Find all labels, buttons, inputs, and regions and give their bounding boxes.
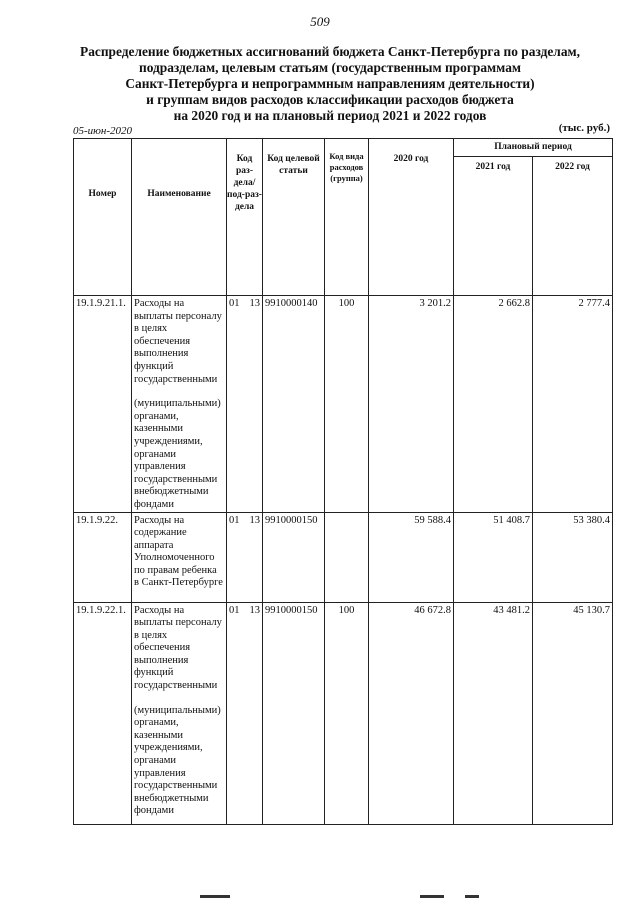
header-expense-type: Код вида расходов (группа) <box>325 139 369 296</box>
razdel-code: 01 <box>229 514 240 526</box>
footer-mark <box>200 895 230 898</box>
row-2021: 51 408.7 <box>454 512 533 602</box>
row-name-part: (муниципальными) органами, казенными учреждениями, органами управления государственными внебюджетными фондами <box>134 704 221 817</box>
row-target-code: 9910000150 <box>263 602 325 824</box>
row-name <box>132 512 227 602</box>
header-2021: 2021 год <box>454 157 533 296</box>
header-name: Наименование <box>132 139 227 296</box>
document-title <box>70 44 590 124</box>
row-2020: 59 588.4 <box>369 512 454 602</box>
header-target-code: Код целевой статьи <box>263 139 325 296</box>
row-razdel <box>227 512 263 602</box>
row-razdel <box>227 602 263 824</box>
row-2022: 45 130.7 <box>533 602 613 824</box>
table-row <box>74 512 613 602</box>
row-number: 19.1.9.21.1. <box>74 296 132 513</box>
razdel-code: 01 <box>229 604 240 616</box>
header-razdel: Код раз-дела/ под-раз-дела <box>227 139 263 296</box>
row-expense-type: 100 <box>325 296 369 513</box>
row-name <box>132 602 227 824</box>
row-name-part: Расходы на выплаты персоналу в целях обеспечения выполнения функций государственными <box>134 298 222 385</box>
row-expense-type: 100 <box>325 602 369 824</box>
table-header <box>74 139 613 296</box>
budget-table <box>73 138 613 825</box>
row-number: 19.1.9.22. <box>74 512 132 602</box>
header-2020: 2020 год <box>369 139 454 296</box>
row-2022: 2 777.4 <box>533 296 613 513</box>
title-line: подразделам, целевым статьям (государственным программам <box>138 60 522 75</box>
row-name-part: Расходы на содержание аппарата Уполномоченного по правам ребенка в Санкт-Петербурге <box>134 514 223 589</box>
footer-mark <box>420 895 444 898</box>
row-name-part: (муниципальными) органами, казенными учреждениями, органами управления государственными внебюджетными фондами <box>134 398 221 510</box>
table-row <box>74 296 613 513</box>
razdel-code: 01 <box>229 298 240 309</box>
header-number: Номер <box>74 139 132 296</box>
row-name-part: Расходы на выплаты персоналу в целях обеспечения выполнения функций государственными <box>134 604 222 692</box>
row-target-code: 9910000150 <box>263 512 325 602</box>
title-line: и группам видов расходов классификации расходов бюджета <box>146 92 514 107</box>
row-2021: 2 662.8 <box>454 296 533 513</box>
subrazdel-code: 13 <box>249 514 260 526</box>
title-line: Санкт-Петербурга и непрограммным направлениям деятельности) <box>125 76 535 91</box>
units-label: (тыс. руб.) <box>558 122 610 134</box>
header-planned-period: Плановый период <box>454 139 613 157</box>
row-2020: 46 672.8 <box>369 602 454 824</box>
table-row <box>74 602 613 824</box>
row-2021: 43 481.2 <box>454 602 533 824</box>
title-line: Распределение бюджетных ассигнований бюджета Санкт-Петербурга по разделам, <box>80 44 580 59</box>
page-number: 509 <box>310 14 330 29</box>
subrazdel-code: 13 <box>249 604 260 616</box>
document-date: 05-июн-2020 <box>73 125 133 137</box>
row-2022: 53 380.4 <box>533 512 613 602</box>
row-expense-type <box>325 512 369 602</box>
row-number: 19.1.9.22.1. <box>74 602 132 824</box>
subrazdel-code: 13 <box>249 298 260 309</box>
footer-mark <box>465 895 479 898</box>
row-2020: 3 201.2 <box>369 296 454 513</box>
row-name <box>132 296 227 513</box>
row-target-code: 9910000140 <box>263 296 325 513</box>
row-razdel <box>227 296 263 513</box>
title-line: на 2020 год и на плановый период 2021 и 2022 годов <box>173 108 487 123</box>
header-2022: 2022 год <box>533 157 613 296</box>
